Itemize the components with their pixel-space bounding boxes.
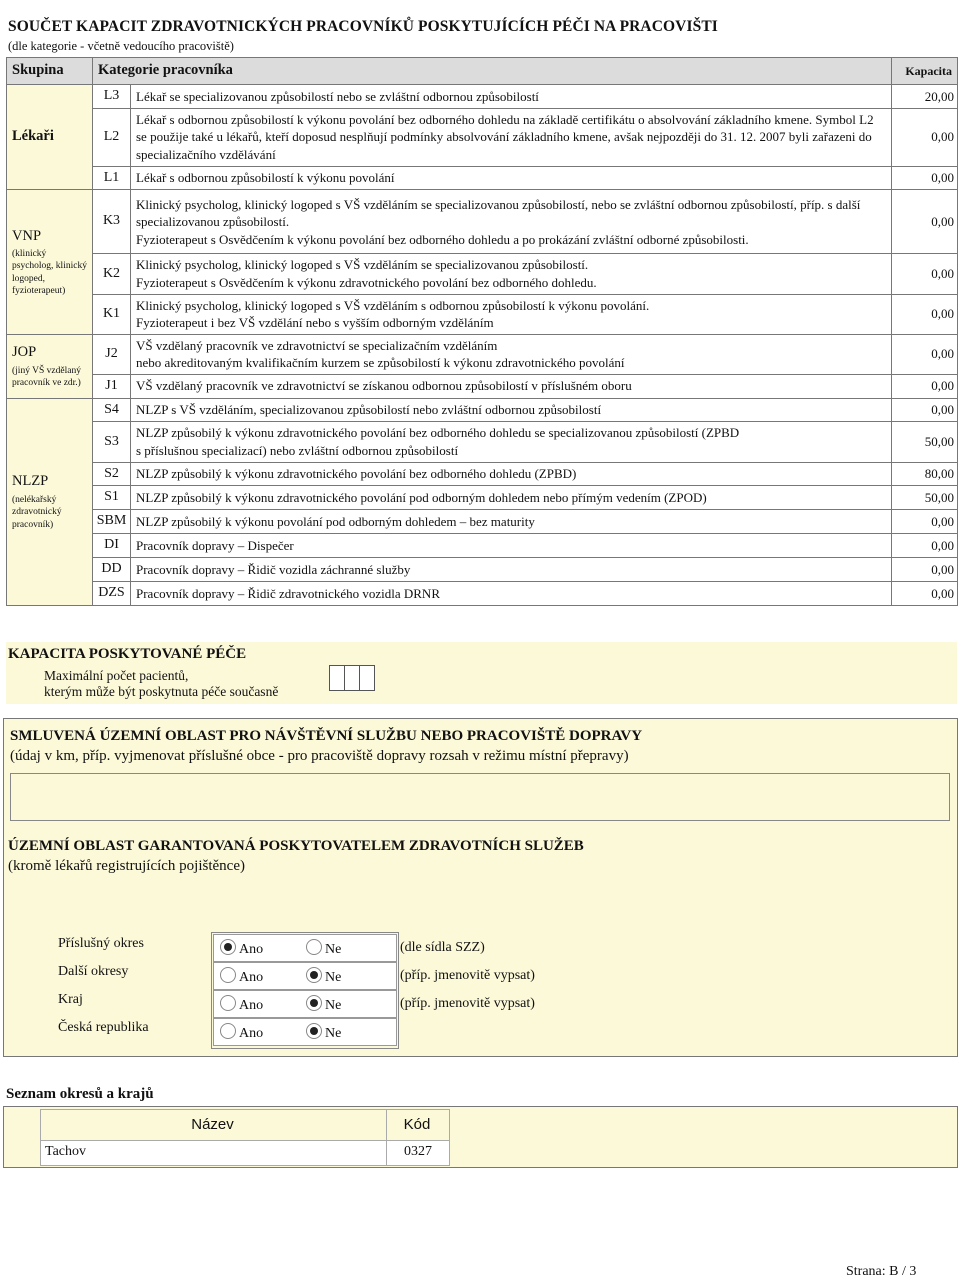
capacity-digit-boxes[interactable] xyxy=(329,665,375,691)
capacity-digit-box[interactable] xyxy=(360,666,374,690)
category-code: K3 xyxy=(93,190,131,254)
group-name: Lékaři xyxy=(12,128,54,145)
header-category: Kategorie pracovníka xyxy=(93,58,892,85)
description-line: VŠ vzdělaný pracovník ve zdravotnictví se specializačním vzděláním xyxy=(136,337,498,353)
capacity-value[interactable]: 0,00 xyxy=(892,534,958,558)
description-line: NLZP s VŠ vzděláním, specializovanou způsobilostí nebo zvláštní odbornou způsobilostí xyxy=(136,402,602,418)
description-line: NLZP způsobilý k výkonu zdravotnického povolání bez odborného dohledu (ZPBD) xyxy=(136,466,577,482)
guaranteed-row-note: (dle sídla SZZ) xyxy=(400,940,485,955)
service-area-subtitle: (údaj v km, příp. vyjmenovat příslušné obce - pro pracoviště dopravy rozsah v režimu místní přepravy) xyxy=(10,748,629,764)
table-row xyxy=(7,334,958,374)
table-row xyxy=(7,190,958,254)
category-description xyxy=(131,166,892,190)
category-description xyxy=(131,534,892,558)
table-row xyxy=(7,85,958,109)
category-code: SBM xyxy=(93,510,131,534)
description-line: NLZP způsobilý k výkonu zdravotnického povolání pod odborným dohledem nebo přímým vedením (ZPOD) xyxy=(136,490,707,506)
description-line: Fyzioterapeut s Osvědčením k výkonu povolání bez odborného dohledu a po prokázání zvláštní odborné způsobilosti. xyxy=(136,231,749,247)
category-code: K2 xyxy=(93,254,131,294)
guaranteed-row-label: Příslušný okres xyxy=(58,936,144,951)
category-description xyxy=(131,422,892,462)
category-code: J2 xyxy=(93,334,131,374)
list-header-code: Kód xyxy=(403,1116,431,1133)
description-line: Klinický psycholog, klinický logoped s VŠ vzděláním se specializovanou způsobilostí. xyxy=(136,257,589,273)
capacity-label xyxy=(44,668,278,700)
capacity-label-line1: Maximální počet pacientů, xyxy=(44,668,189,683)
guaranteed-row-label: Kraj xyxy=(58,992,83,1007)
capacity-value[interactable]: 50,00 xyxy=(892,486,958,510)
capacity-table xyxy=(6,57,958,606)
description-line: Fyzioterapeut s Osvědčením k výkonu zdravotnického povolání bez odborného dohledu. xyxy=(136,274,597,290)
category-description xyxy=(131,108,892,166)
table-row xyxy=(7,558,958,582)
capacity-digit-box[interactable] xyxy=(345,666,360,690)
list-section xyxy=(3,1106,958,1168)
category-code: DZS xyxy=(93,582,131,606)
radio-option-label: Ano xyxy=(239,1026,264,1041)
table-row xyxy=(7,422,958,462)
table-row xyxy=(7,294,958,334)
page-title: SOUČET KAPACIT ZDRAVOTNICKÝCH PRACOVNÍKŮ POSKYTUJÍCÍCH PÉČI NA PRACOVIŠTI xyxy=(8,18,718,35)
list-header-divider xyxy=(386,1110,387,1140)
group-cell-jop xyxy=(7,334,93,398)
table-row xyxy=(7,254,958,294)
list-title: Seznam okresů a krajů xyxy=(6,1086,154,1102)
guaranteed-area-title: ÚZEMNÍ OBLAST GARANTOVANÁ POSKYTOVATELEM ZDRAVOTNÍCH SLUŽEB xyxy=(8,838,584,854)
capacity-value[interactable]: 0,00 xyxy=(892,108,958,166)
description-line: Lékař s odbornou způsobilostí k výkonu povolání bez odborného dohledu na základě certifikátu o absolvování základního kmene. Symbol L2 se použije také u lékařů, kteří doposud nesplňují podmínky absolvování základního kmene, avšak nejpozději do 31. 12. 2007 byli zařazeni do specializačního vzdělávání xyxy=(136,111,874,162)
category-code: L1 xyxy=(93,166,131,190)
radio-option-label: Ano xyxy=(239,942,264,957)
list-header-frame xyxy=(40,1109,450,1141)
description-line: NLZP způsobilý k výkonu povolání pod odborným dohledem – bez maturity xyxy=(136,514,535,530)
description-line: Lékař se specializovanou způsobilostí nebo se zvláštní odbornou způsobilostí xyxy=(136,88,539,104)
description-line: Pracovník dopravy – Řidič zdravotnického vozidla DRNR xyxy=(136,585,440,601)
capacity-value[interactable]: 0,00 xyxy=(892,334,958,374)
page-number: Strana: B / 3 xyxy=(846,1264,917,1279)
table-row xyxy=(7,374,958,398)
category-description xyxy=(131,294,892,334)
description-line: Klinický psycholog, klinický logoped s VŠ vzděláním se specializovanou způsobilostí, nebo se zvláštní odbornou způsobilostí, příp. s další specializovanou způsobilostí. xyxy=(136,196,861,230)
description-line: Pracovník dopravy – Řidič vozidla záchranné služby xyxy=(136,561,411,577)
category-code: S2 xyxy=(93,462,131,486)
capacity-label-line2: kterým může být poskytnuta péče současně xyxy=(44,684,279,699)
capacity-value[interactable]: 50,00 xyxy=(892,422,958,462)
description-line: Lékař s odbornou způsobilostí k výkonu povolání xyxy=(136,170,395,186)
guaranteed-area-subtitle: (kromě lékařů registrujících pojištěnce) xyxy=(8,858,245,874)
capacity-value[interactable]: 80,00 xyxy=(892,462,958,486)
group-cell-nlzp xyxy=(7,398,93,605)
group-note: (nelékařský zdravotnický pracovník) xyxy=(12,495,62,530)
group-name: VNP xyxy=(12,227,42,244)
description-line: Fyzioterapeut i bez VŠ vzdělání nebo s vyšším odborným vzděláním xyxy=(136,315,494,331)
category-description xyxy=(131,582,892,606)
list-header-name: Název xyxy=(191,1116,234,1133)
description-line: s příslušnou specializací) nebo zvláštní odbornou způsobilostí xyxy=(136,443,459,459)
capacity-value[interactable]: 0,00 xyxy=(892,582,958,606)
category-code: J1 xyxy=(93,374,131,398)
category-description xyxy=(131,486,892,510)
category-description xyxy=(131,398,892,422)
service-area-field[interactable] xyxy=(10,773,950,821)
radio-option-label: Ne xyxy=(325,970,342,985)
list-row-divider xyxy=(386,1141,387,1165)
capacity-value[interactable]: 0,00 xyxy=(892,254,958,294)
category-description xyxy=(131,462,892,486)
category-description xyxy=(131,558,892,582)
capacity-value[interactable]: 0,00 xyxy=(892,510,958,534)
capacity-title: KAPACITA POSKYTOVANÉ PÉČE xyxy=(8,646,247,662)
category-description xyxy=(131,190,892,254)
capacity-digit-box[interactable] xyxy=(330,666,345,690)
description-line: nebo akreditovaným kvalifikačním kurzem se způsobilostí k výkonu zdravotnického povolání xyxy=(136,355,625,371)
category-code: L3 xyxy=(93,85,131,109)
category-code: DD xyxy=(93,558,131,582)
group-name: JOP xyxy=(12,343,37,360)
description-line: Pracovník dopravy – Dispečer xyxy=(136,537,294,553)
radio-option-label: Ne xyxy=(325,1026,342,1041)
category-description xyxy=(131,254,892,294)
capacity-value[interactable]: 0,00 xyxy=(892,374,958,398)
category-code: S3 xyxy=(93,422,131,462)
category-description xyxy=(131,510,892,534)
capacity-value[interactable]: 0,00 xyxy=(892,190,958,254)
guaranteed-row-label: Další okresy xyxy=(58,964,129,979)
radio-option-label: Ano xyxy=(239,970,264,985)
capacity-section xyxy=(6,642,957,704)
group-name: NLZP xyxy=(12,473,49,490)
group-note: (jiný VŠ vzdělaný pracovník ve zdr.) xyxy=(12,365,81,388)
description-line: Klinický psycholog, klinický logoped s VŠ vzděláním s odbornou způsobilostí k výkonu povolání. xyxy=(136,297,650,313)
list-row xyxy=(40,1140,450,1166)
category-code: S4 xyxy=(93,398,131,422)
description-line: NLZP způsobilý k výkonu zdravotnického povolání bez odborného dohledu se specializovanou způsobilostí (ZPBD xyxy=(136,425,740,441)
group-cell-vnp xyxy=(7,190,93,334)
description-line: VŠ vzdělaný pracovník ve zdravotnictví se získanou odbornou způsobilostí v příslušném oboru xyxy=(136,378,632,394)
capacity-value[interactable]: 20,00 xyxy=(892,85,958,109)
guaranteed-row-note: (příp. jmenovitě vypsat) xyxy=(400,968,535,983)
service-area-section xyxy=(3,718,958,828)
table-header-row xyxy=(7,58,958,85)
group-note: (klinický psycholog, klinický logoped, fyzioterapeut) xyxy=(12,249,87,297)
page-subtitle: (dle kategorie - včetně vedoucího pracoviště) xyxy=(8,39,234,53)
category-description xyxy=(131,85,892,109)
table-row xyxy=(7,166,958,190)
table-row xyxy=(7,486,958,510)
capacity-value[interactable]: 0,00 xyxy=(892,558,958,582)
table-row xyxy=(7,534,958,558)
table-row xyxy=(7,108,958,166)
category-code: S1 xyxy=(93,486,131,510)
radio-option-label: Ne xyxy=(325,942,342,957)
capacity-value[interactable]: 0,00 xyxy=(892,166,958,190)
radio-group-frame xyxy=(211,932,399,1049)
table-row xyxy=(7,510,958,534)
table-row xyxy=(7,462,958,486)
service-area-title: SMLUVENÁ ÚZEMNÍ OBLAST PRO NÁVŠTĚVNÍ SLUŽBU NEBO PRACOVIŠTĚ DOPRAVY xyxy=(10,728,643,744)
category-description xyxy=(131,374,892,398)
header-group: Skupina xyxy=(7,58,93,85)
table-row xyxy=(7,582,958,606)
header-capacity: Kapacita xyxy=(892,58,958,85)
capacity-value[interactable]: 0,00 xyxy=(892,294,958,334)
guaranteed-row-label: Česká republika xyxy=(58,1020,149,1035)
capacity-value[interactable]: 0,00 xyxy=(892,398,958,422)
radio-option-label: Ne xyxy=(325,998,342,1013)
guaranteed-row-note: (příp. jmenovitě vypsat) xyxy=(400,996,535,1011)
category-code: L2 xyxy=(93,108,131,166)
table-row xyxy=(7,398,958,422)
category-code: K1 xyxy=(93,294,131,334)
category-description xyxy=(131,334,892,374)
category-code: DI xyxy=(93,534,131,558)
list-row-name: Tachov xyxy=(45,1144,87,1159)
radio-option-label: Ano xyxy=(239,998,264,1013)
list-row-code: 0327 xyxy=(404,1144,432,1159)
group-cell-lekari xyxy=(7,85,93,190)
